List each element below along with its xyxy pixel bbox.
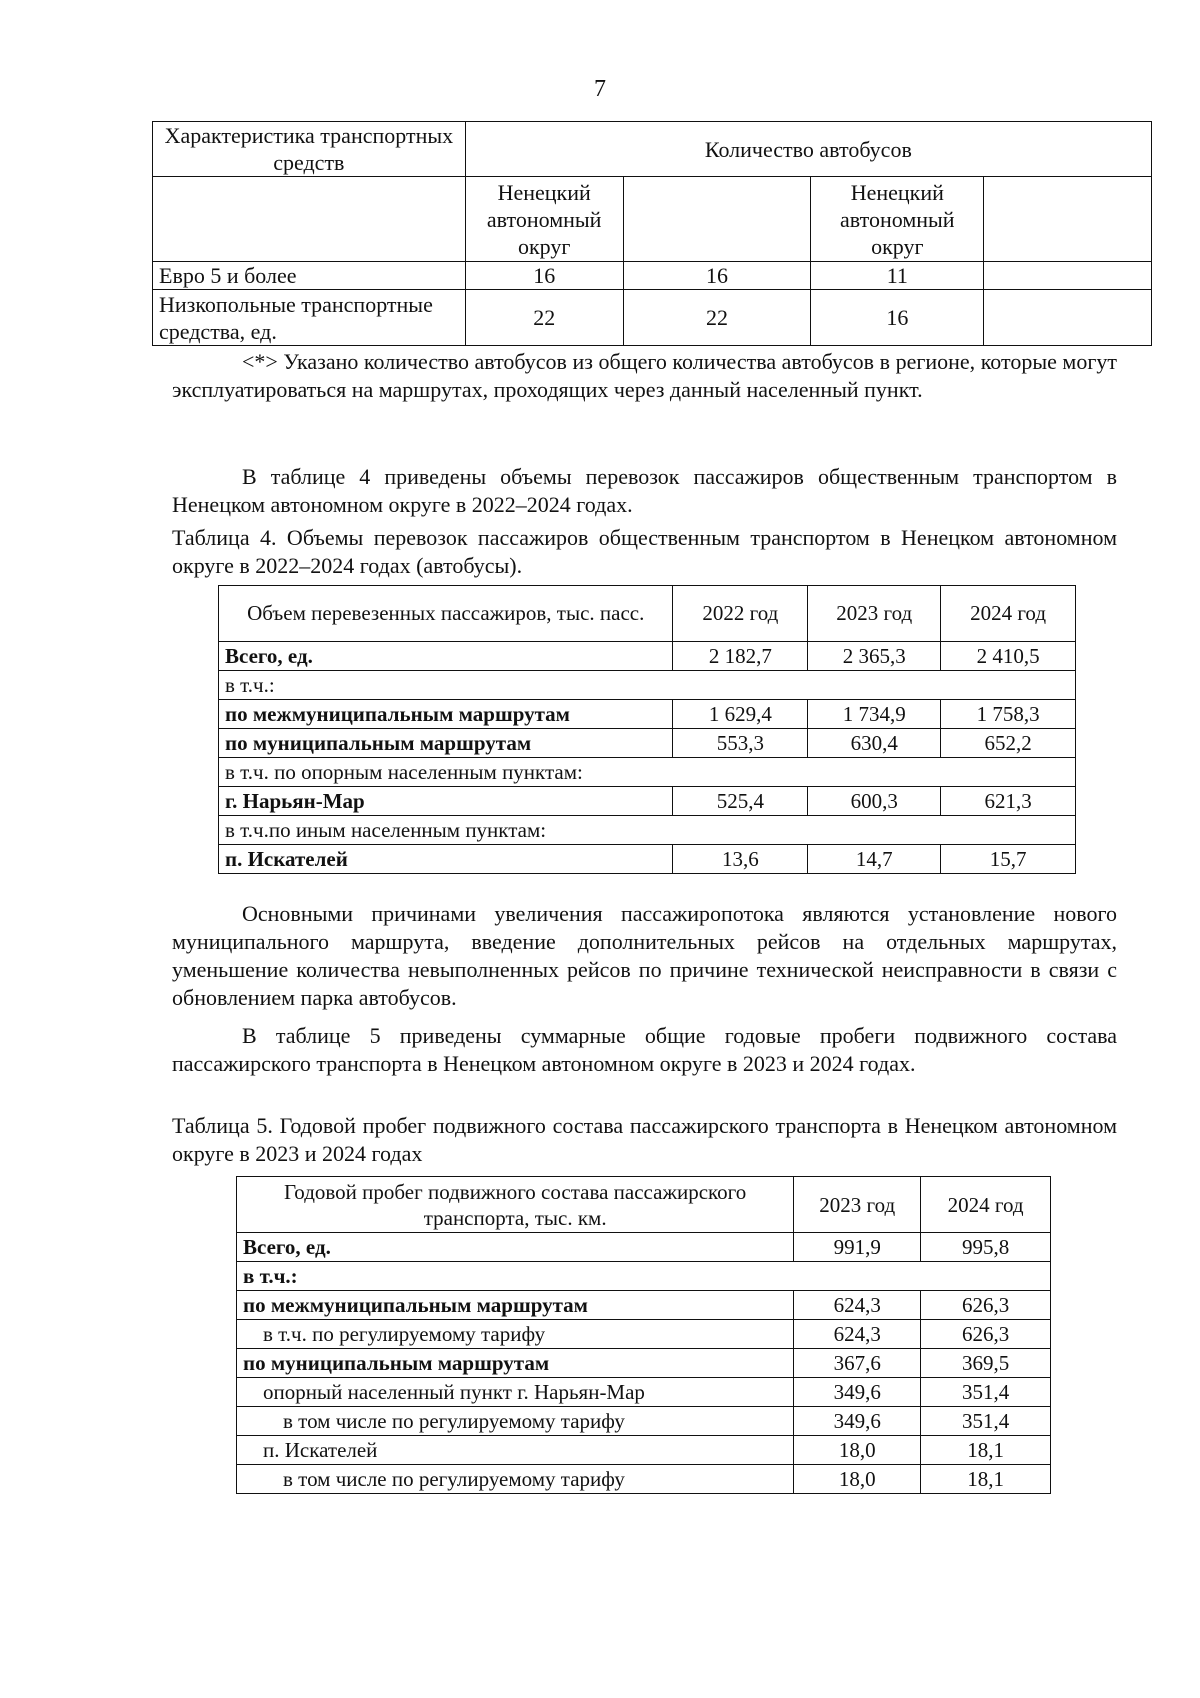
row-value: 553,3 xyxy=(673,729,808,758)
row-value: 14,7 xyxy=(808,845,941,874)
table-row xyxy=(237,1349,1051,1378)
row-label: в т.ч.: xyxy=(219,671,1076,700)
row-label: по межмуниципальным маршрутам xyxy=(237,1291,794,1320)
table-row xyxy=(237,1233,1051,1262)
row-label: в т.ч. по регулируемому тарифу xyxy=(237,1320,794,1349)
row-value: 18,1 xyxy=(921,1465,1051,1494)
row-label: п. Искателей xyxy=(219,845,673,874)
table-row xyxy=(219,642,1076,671)
row-label: Всего, ед. xyxy=(237,1233,794,1262)
row-value: 624,3 xyxy=(794,1320,921,1349)
row-value: 18,0 xyxy=(794,1436,921,1465)
subheader-empty-3 xyxy=(984,177,1152,262)
row-value: 2 182,7 xyxy=(673,642,808,671)
row-value: 16 xyxy=(623,262,811,290)
table-row xyxy=(237,1378,1051,1407)
row-value: 351,4 xyxy=(921,1378,1051,1407)
row-label: п. Искателей xyxy=(237,1436,794,1465)
row-label: опорный населенный пункт г. Нарьян-Мар xyxy=(237,1378,794,1407)
row-value: 18,1 xyxy=(921,1436,1051,1465)
row-value: 1 629,4 xyxy=(673,700,808,729)
table-row xyxy=(219,787,1076,816)
table-row xyxy=(219,700,1076,729)
row-value: 2 365,3 xyxy=(808,642,941,671)
row-value: 16 xyxy=(465,262,623,290)
row-label: Низкопольные транспортные средства, ед. xyxy=(153,290,466,346)
row-label: г. Нарьян-Мар xyxy=(219,787,673,816)
row-value: 349,6 xyxy=(794,1407,921,1436)
table5-header: Годовой пробег подвижного состава пассажирского транспорта, тыс. км. xyxy=(237,1177,794,1233)
row-value xyxy=(984,290,1152,346)
row-value: 22 xyxy=(623,290,811,346)
row-label: в т.ч.: xyxy=(237,1262,1051,1291)
row-value: 2 410,5 xyxy=(941,642,1076,671)
row-label: по муниципальным маршрутам xyxy=(219,729,673,758)
table4-header: Объем перевезенных пассажиров, тыс. пасс. xyxy=(219,586,673,642)
row-label: Евро 5 и более xyxy=(153,262,466,290)
page-number: 7 xyxy=(594,76,606,102)
row-label: по муниципальным маршрутам xyxy=(237,1349,794,1378)
table-row xyxy=(237,1262,1051,1291)
table-row xyxy=(237,1320,1051,1349)
header-characteristic: Характеристика транспортных средств xyxy=(153,122,466,177)
table4-year: 2023 год xyxy=(808,586,941,642)
row-value: 652,2 xyxy=(941,729,1076,758)
subheader-empty-2 xyxy=(623,177,811,262)
row-value xyxy=(984,262,1152,290)
row-value: 13,6 xyxy=(673,845,808,874)
table-row xyxy=(219,845,1076,874)
footnote: <*> Указано количество автобусов из общего количества автобусов в регионе, которые могут эксплуатироваться на маршрутах, проходящих через данный населенный пункт. xyxy=(172,349,1117,402)
paragraph-table5-intro: В таблице 5 приведены суммарные общие годовые пробеги подвижного состава пассажирского транспорта в Ненецком автономном округе в 2023 и 2024 годах. xyxy=(172,1023,1117,1076)
row-value: 600,3 xyxy=(808,787,941,816)
passenger-volume-table xyxy=(218,585,1076,874)
row-label: в т.ч.по иным населенным пунктам: xyxy=(219,816,1076,845)
row-value: 525,4 xyxy=(673,787,808,816)
row-value: 18,0 xyxy=(794,1465,921,1494)
row-value: 22 xyxy=(465,290,623,346)
row-value: 11 xyxy=(811,262,984,290)
table-row xyxy=(237,1407,1051,1436)
bus-characteristics-table xyxy=(152,121,1152,346)
header-bus-count: Количество автобусов xyxy=(465,122,1151,177)
paragraph-growth-reasons: Основными причинами увеличения пассажиропотока являются установление нового муниципального маршрута, введение дополнительных рейсов на отдельных маршрутах, уменьшение количества невыполненных рейсов по причине технической неисправности в связи с обновлением парка автобусов. xyxy=(172,901,1117,1010)
row-value: 15,7 xyxy=(941,845,1076,874)
row-value: 349,6 xyxy=(794,1378,921,1407)
row-value: 351,4 xyxy=(921,1407,1051,1436)
subheader-nao-1: Ненецкий автономный округ xyxy=(465,177,623,262)
row-value: 626,3 xyxy=(921,1320,1051,1349)
table5-year: 2023 год xyxy=(794,1177,921,1233)
table5-year: 2024 год xyxy=(921,1177,1051,1233)
table-row xyxy=(237,1436,1051,1465)
table4-year: 2024 год xyxy=(941,586,1076,642)
row-value: 624,3 xyxy=(794,1291,921,1320)
table-row xyxy=(219,758,1076,787)
row-value: 1 758,3 xyxy=(941,700,1076,729)
row-value: 630,4 xyxy=(808,729,941,758)
row-value: 621,3 xyxy=(941,787,1076,816)
row-label: по межмуниципальным маршрутам xyxy=(219,700,673,729)
table-row xyxy=(219,816,1076,845)
row-value: 16 xyxy=(811,290,984,346)
table-row xyxy=(237,1465,1051,1494)
row-value: 995,8 xyxy=(921,1233,1051,1262)
row-label: в том числе по регулируемому тарифу xyxy=(237,1407,794,1436)
row-value: 369,5 xyxy=(921,1349,1051,1378)
table5-caption: Таблица 5. Годовой пробег подвижного состава пассажирского транспорта в Ненецком автономном округе в 2023 и 2024 годах xyxy=(172,1113,1117,1166)
table-row xyxy=(219,671,1076,700)
row-label: в т.ч. по опорным населенным пунктам: xyxy=(219,758,1076,787)
row-label: Всего, ед. xyxy=(219,642,673,671)
table-row xyxy=(237,1291,1051,1320)
row-label: в том числе по регулируемому тарифу xyxy=(237,1465,794,1494)
paragraph-table4-intro: В таблице 4 приведены объемы перевозок пассажиров общественным транспортом в Ненецком автономном округе в 2022–2024 годах. xyxy=(172,464,1117,517)
table4-year: 2022 год xyxy=(673,586,808,642)
row-value: 626,3 xyxy=(921,1291,1051,1320)
table4-caption: Таблица 4. Объемы перевозок пассажиров общественным транспортом в Ненецком автономном округе в 2022–2024 годах (автобусы). xyxy=(172,525,1117,578)
subheader-empty xyxy=(153,177,466,262)
annual-mileage-table xyxy=(236,1176,1051,1494)
subheader-nao-2: Ненецкий автономный округ xyxy=(811,177,984,262)
row-value: 991,9 xyxy=(794,1233,921,1262)
row-value: 1 734,9 xyxy=(808,700,941,729)
table-row xyxy=(219,729,1076,758)
row-value: 367,6 xyxy=(794,1349,921,1378)
